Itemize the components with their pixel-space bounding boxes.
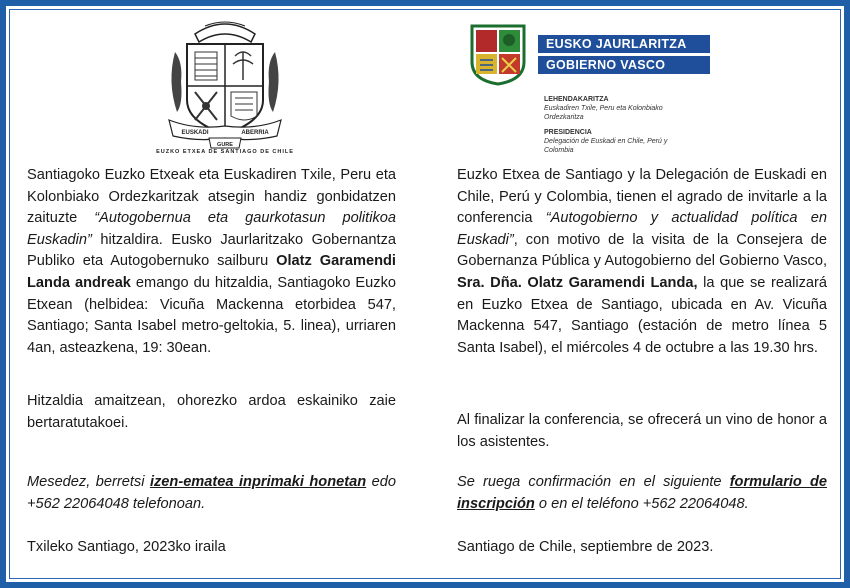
euzko-etxea-emblem — [165, 12, 285, 154]
left-date: Txileko Santiago, 2023ko iraila — [27, 539, 226, 555]
left-p1-speaker: Olatz Garamendi Landa andreak — [27, 253, 396, 291]
right-p1-text2: , con motivo de la visita de la Consejera de Gobernanza Pública y Autogobierno del Gobierno Vasco, — [457, 231, 827, 270]
logo-title-spanish: GOBIERNO VASCO — [538, 56, 710, 74]
dept-lehendakaritza-line2: Ordezkaritza — [544, 114, 584, 121]
left-p1-conference-title: “Autogobernua eta gaurkotasun politikoa Euskadin” — [27, 210, 396, 248]
right-p1-text1: Euzko Etxea de Santiago y la Delegación de Euskadi en Chile, Perú y Colombia, tienen el agrado de invitarle a la conferencia — [457, 167, 827, 227]
dept-presidencia — [544, 128, 667, 155]
right-p1-conference-title: “Autogobierno y actualidad política en Euskadi” — [457, 210, 827, 248]
gobierno-vasco-shield — [468, 22, 528, 86]
left-p1-text1: Santiagoko Euzko Etxeak eta Euskadiren Txile, Peru eta Kolonbiako Ordezkaritzak atsegin handiz gonbidatzen zaituzte — [27, 167, 396, 227]
left-rsvp-text1: Mesedez, berretsi — [27, 474, 150, 490]
right-date: Santiago de Chile, septiembre de 2023. — [457, 539, 714, 555]
dept-presidencia-line1: Delegación de Euskadi en Chile, Perú y — [544, 138, 668, 145]
dept-lehendakaritza — [544, 95, 663, 122]
emblem-caption: EUZKO ETXEA DE SANTIAGO DE CHILE — [156, 149, 294, 155]
emblem-motto-right: ABERRIA — [241, 130, 269, 136]
right-paragraph-rsvp — [457, 472, 827, 515]
right-p1-text3: la que se realizará en Euzko Etxea de Santiago, ubicada en Av. Vicuña Mackenna 547, Santiago (estación de metro línea 5 Santa Isabel), el miércoles 4 de octubre a las 19.30 hrs. — [457, 274, 827, 356]
left-rsvp-text2: edo +562 22064048 telefonoan. — [27, 474, 396, 512]
left-p1-text3: emango du hitzaldia, Santiagoko Euzko Etxean (helbidea: Vicuña Mackenna etorbidea 547, Santiago; Santa Isabel metro-geltokia, 5. linea), urriaren 4an, asteazkena, 19: 30ean. — [27, 274, 396, 356]
dept-lehendakaritza-title: LEHENDAKARITZA — [544, 96, 609, 103]
dept-presidencia-line2: Colombia — [544, 147, 574, 154]
logo-title-basque: EUSKO JAURLARITZA — [538, 35, 710, 53]
left-paragraph-rsvp — [27, 472, 396, 515]
right-paragraph-wine: Al finalizar la conferencia, se ofrecerá un vino de honor a los asistentes. — [457, 412, 827, 450]
dept-lehendakaritza-line1: Euskadiren Txile, Peru eta Kolonbiako — [544, 105, 663, 112]
emblem-motto-left: EUSKADI — [181, 130, 209, 136]
left-paragraph-invitation — [27, 165, 396, 359]
dept-presidencia-title: PRESIDENCIA — [544, 129, 592, 136]
right-rsvp-text2: o en el teléfono +562 22064048. — [534, 495, 749, 512]
left-p1-text2: hitzaldira. Eusko Jaurlaritzako Gobernantza Publiko eta Autogobernuko sailburu — [27, 231, 396, 270]
right-paragraph-invitation — [457, 165, 827, 359]
left-registration-link[interactable]: izen-ematea inprimaki honetan — [149, 474, 367, 490]
right-rsvp-text1: Se ruega confirmación en el siguiente — [457, 474, 730, 490]
right-registration-link[interactable]: formulario de inscripción — [457, 474, 828, 512]
emblem-motto-bottom: GURE — [217, 142, 233, 148]
right-p1-speaker: Sra. Dña. Olatz Garamendi Landa, — [457, 274, 698, 291]
logo-divider — [538, 54, 710, 55]
left-paragraph-wine: Hitzaldia amaitzean, ohorezko ardoa eskainiko zaie bertaratutakoei. — [27, 393, 396, 431]
